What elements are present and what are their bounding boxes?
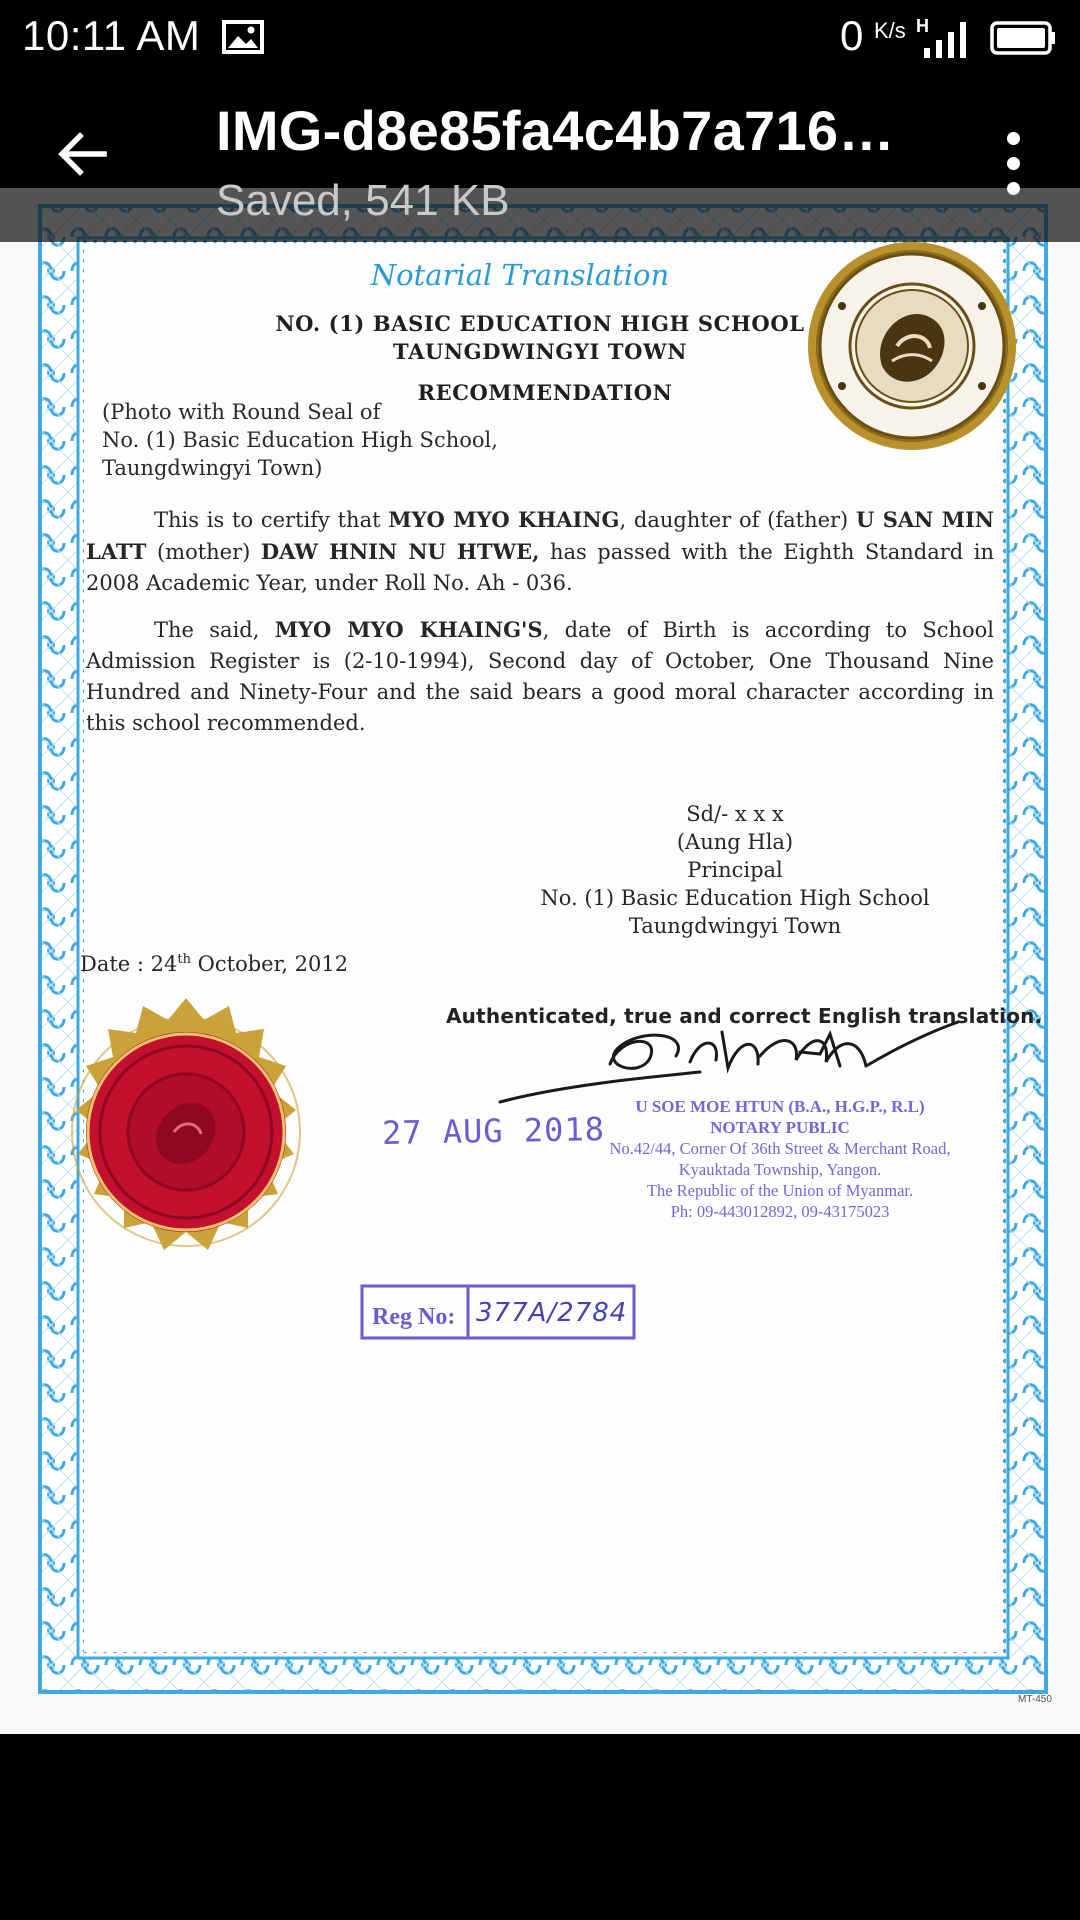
- para-text: (mother): [146, 540, 261, 564]
- birth-date-paragraph: [86, 614, 994, 739]
- signal-icon: [920, 22, 976, 58]
- authentication-statement: Authenticated, true and correct English translation.: [446, 1004, 1043, 1028]
- net-speed-unit: K/s: [874, 18, 906, 43]
- reg-no-value: 377A/2784: [476, 1298, 628, 1328]
- notary-phone: Ph: 09-443012892, 09-43175023: [670, 1202, 890, 1221]
- document-heading: Notarial Translation: [370, 258, 670, 292]
- more-vert-icon[interactable]: [1000, 132, 1028, 196]
- school-line-1: NO. (1) BASIC EDUCATION HIGH SCHOOL: [275, 311, 805, 336]
- net-speed: 0: [840, 12, 864, 59]
- para-text: , date of Birth is according to School Admission Register is (2-10-1994), Second day of October, One Thousand Nine Hundred and Ninety-Four and the said bears a good moral character according in this school recommended.: [86, 618, 994, 735]
- photo-note: [102, 398, 602, 482]
- notary-address: The Republic of the Union of Myanmar.: [646, 1181, 914, 1200]
- photo-note-line: Taungdwingyi Town): [102, 456, 323, 480]
- signature-line: Principal: [687, 858, 783, 882]
- document-date: [80, 952, 348, 976]
- notary-stamp: [570, 1096, 990, 1222]
- menu-dot: [1007, 132, 1020, 145]
- status-bar: [0, 0, 1080, 76]
- reg-no-label: Reg No:: [372, 1304, 456, 1330]
- para-text: This is to certify that: [154, 508, 389, 532]
- signature-line: Sd/- x x x: [686, 802, 784, 826]
- student-name-possessive: MYO MYO KHAING'S: [274, 617, 543, 642]
- file-subtitle: Saved, 541 KB: [216, 176, 510, 225]
- school-name: [270, 310, 810, 366]
- signature-line: (Aung Hla): [676, 830, 794, 854]
- notary-title: NOTARY PUBLIC: [710, 1118, 850, 1137]
- photo-note-line: No. (1) Basic Education High School,: [102, 428, 498, 452]
- para-text: , daughter of (father): [619, 508, 856, 532]
- student-name: MYO MYO KHAING: [388, 507, 620, 532]
- date-prefix: Date : 24: [80, 952, 178, 976]
- certify-paragraph: [86, 504, 994, 599]
- arrow-back-icon[interactable]: [52, 124, 112, 184]
- network-type: H: [916, 16, 929, 36]
- photo-note-line: (Photo with Round Seal of: [102, 400, 381, 424]
- notary-address: Kyauktada Township, Yangon.: [678, 1160, 882, 1179]
- stamp-date: 27 AUG 2018: [381, 1110, 606, 1152]
- principal-signature-block: [520, 800, 950, 940]
- form-code: MT-450: [1018, 1694, 1052, 1705]
- image-viewer[interactable]: [0, 186, 1080, 1734]
- father-name: U SAN MIN LATT: [86, 507, 994, 564]
- para-text: The said,: [154, 618, 275, 642]
- date-suffix-sup: th: [177, 952, 191, 967]
- signature-line: No. (1) Basic Education High School: [540, 886, 930, 910]
- menu-dot: [1007, 157, 1020, 170]
- battery-icon: [990, 20, 1056, 56]
- para-text: has passed with the Eighth Standard in 2008 Academic Year, under Roll No. Ah - 036.: [86, 540, 994, 595]
- notary-address: No.42/44, Corner Of 36th Street & Merchant Road,: [609, 1139, 951, 1158]
- school-line-2: TAUNGDWINGYI TOWN: [393, 339, 687, 364]
- notary-name: U SOE MOE HTUN (B.A., H.G.P., R.L): [635, 1097, 925, 1116]
- date-rest: October, 2012: [190, 952, 349, 976]
- gallery-icon: [222, 20, 264, 54]
- signature-line: Taungdwingyi Town: [628, 914, 842, 938]
- app-bar: [0, 76, 1080, 242]
- app-bar-translucent-strip: [0, 188, 1080, 242]
- recommendation-title: RECOMMENDATION: [417, 380, 673, 405]
- status-time: 10:11 AM: [22, 12, 201, 59]
- mother-name: DAW HNIN NU HTWE,: [260, 539, 540, 564]
- file-title: IMG-d8e85fa4c4b7a716…: [216, 99, 895, 162]
- menu-dot: [1007, 182, 1020, 195]
